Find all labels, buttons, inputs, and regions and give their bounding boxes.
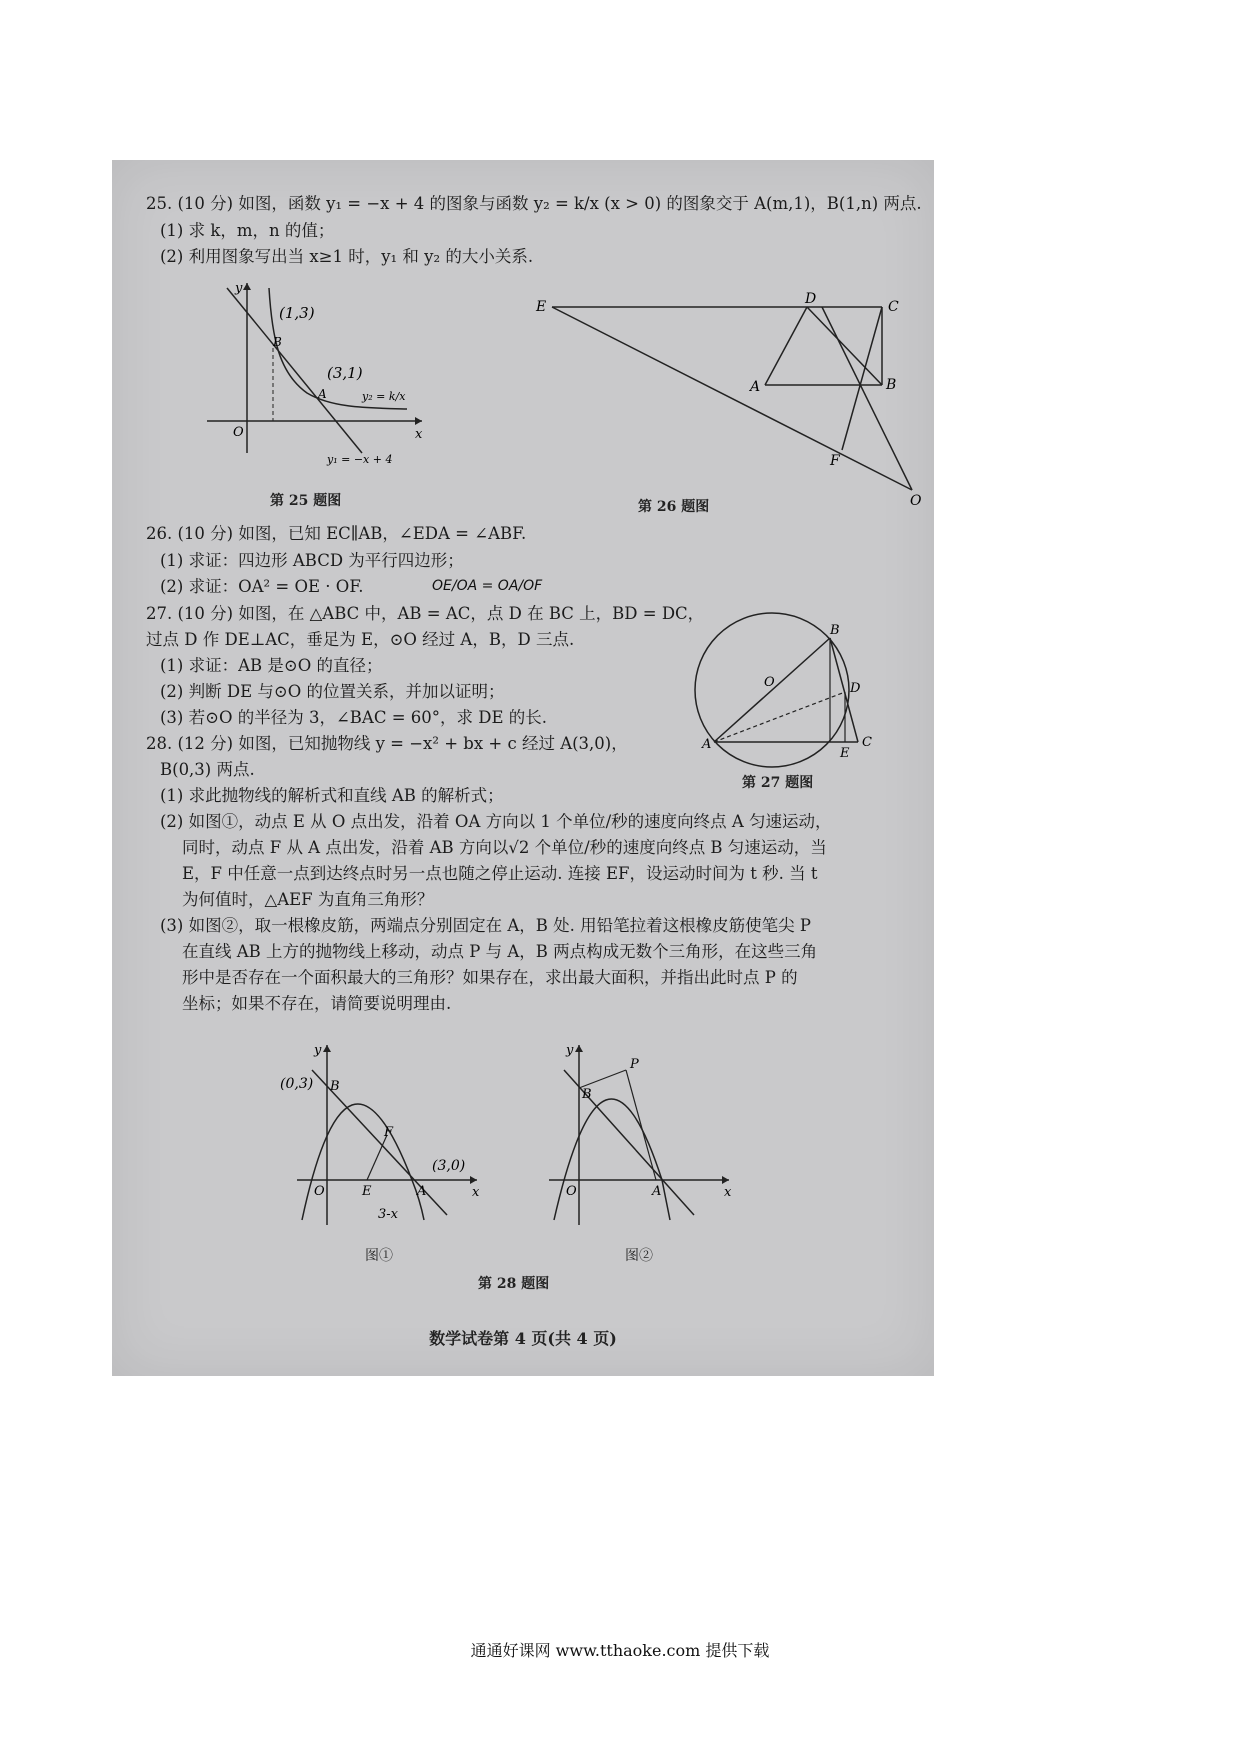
q28-figure-2 <box>544 1040 744 1240</box>
q27-part1: (1) 求证：AB 是⊙O 的直径； <box>160 656 383 675</box>
x-label: x <box>724 1185 732 1200</box>
point-F: F <box>830 453 840 469</box>
q26-caption: 第 26 题图 <box>638 499 710 515</box>
point-A-label: A <box>318 387 327 401</box>
q28-caption: 第 28 题图 <box>478 1276 550 1292</box>
origin-label: O <box>566 1184 577 1199</box>
handwriting-E: 3-x <box>378 1207 398 1222</box>
q27-stem: 27. (10 分) 如图，在 △ABC 中，AB = AC，点 D 在 BC 上，BD = DC， <box>146 604 705 623</box>
point-D: D <box>850 681 861 696</box>
point-A: A <box>702 737 712 752</box>
q28-figure-1 <box>280 1040 492 1240</box>
q25-part1: (1) 求 k，m，n 的值； <box>160 221 335 240</box>
point-B: B <box>330 1079 340 1094</box>
q28-part3-line3: 形中是否存在一个面积最大的三角形？如果存在，求出最大面积，并指出此时点 P 的 <box>182 968 798 987</box>
q27-stem2: 过点 D 作 DE⊥AC，垂足为 E，⊙O 经过 A，B，D 三点. <box>146 630 575 649</box>
q25-part2: (2) 利用图象写出当 x≥1 时，y₁ 和 y₂ 的大小关系. <box>160 247 534 266</box>
y-label: y <box>314 1043 322 1058</box>
point-A: A <box>750 379 761 395</box>
site-footer: 通通好课网 www.tthaoke.com 提供下载 <box>470 1641 770 1660</box>
q27-part2: (2) 判断 DE 与⊙O 的位置关系，并加以证明； <box>160 682 505 701</box>
q28-part2-line4: 为何值时，△AEF 为直角三角形？ <box>182 890 434 909</box>
q26-handwriting: OE/OA = OA/OF <box>432 578 543 594</box>
point-A: A <box>652 1184 662 1199</box>
point-E: E <box>840 746 850 761</box>
point-O: O <box>910 493 922 509</box>
point-A: A <box>417 1184 427 1199</box>
q28-stem: 28. (12 分) 如图，已知抛物线 y = −x² + bx + c 经过 A(3,0)， <box>146 734 628 753</box>
q28-fig2-caption: 图② <box>625 1248 653 1264</box>
y-label: y <box>566 1043 574 1058</box>
q28-stem2: B(0,3) 两点. <box>160 760 255 779</box>
y2-label: y₂ = k/x <box>362 390 406 403</box>
x-label: x <box>415 427 423 442</box>
point-B: B <box>582 1087 592 1102</box>
q26-part2: (2) 求证：OA² = OE · OF. <box>160 577 364 596</box>
q28-part3-line4: 坐标；如果不存在，请简要说明理由. <box>182 994 452 1013</box>
q28-part1: (1) 求此抛物线的解析式和直线 AB 的解析式； <box>160 786 504 805</box>
y1-label: y₁ = −x + 4 <box>327 453 393 466</box>
point-C: C <box>862 735 872 750</box>
origin-label: O <box>233 425 244 440</box>
q27-figure <box>690 620 890 760</box>
point-B-label: B <box>273 335 282 349</box>
q25-figure <box>207 278 427 468</box>
q28-part2-line1: (2) 如图①，动点 E 从 O 点出发，沿着 OA 方向以 1 个单位/秒的速度向终点 A 匀速运动， <box>160 812 832 831</box>
handwriting-B: (0,3) <box>280 1076 314 1092</box>
q25-stem: 25. (10 分) 如图，函数 y₁ = −x + 4 的图象与函数 y₂ = k/x (x > 0) 的图象交于 A(m,1)，B(1,n) 两点. <box>146 194 922 213</box>
q28-part3-line2: 在直线 AB 上方的抛物线上移动，动点 P 与 A，B 两点构成无数个三角形，在这些三角 <box>182 942 818 961</box>
page-footer: 数学试卷第 4 页(共 4 页) <box>429 1329 617 1348</box>
q28-fig1-caption: 图① <box>365 1248 393 1264</box>
q27-caption: 第 27 题图 <box>742 775 814 791</box>
point-F: F <box>384 1125 394 1140</box>
q28-part3-line1: (3) 如图②，取一根橡皮筋，两端点分别固定在 A，B 处. 用铅笔拉着这根橡皮筋使笔尖 P <box>160 916 811 935</box>
exam-page-photo <box>112 160 934 1376</box>
q25-caption: 第 25 题图 <box>270 493 342 509</box>
point-B: B <box>886 377 897 393</box>
q28-part2-line2: 同时，动点 F 从 A 点出发，沿着 AB 方向以√2 个单位/秒的速度向终点 B 匀速运动，当 <box>182 838 827 857</box>
point-B: B <box>830 623 840 638</box>
handwriting-A: (3,1) <box>327 364 363 382</box>
point-P: P <box>630 1057 639 1072</box>
q26-part1: (1) 求证：四边形 ABCD 为平行四边形； <box>160 551 464 570</box>
q28-part2-line3: E，F 中任意一点到达终点时另一点也随之停止运动. 连接 EF，设运动时间为 t 秒. 当 t <box>182 864 818 883</box>
handwriting-B: (1,3) <box>279 304 315 322</box>
point-O: O <box>764 675 775 690</box>
point-E: E <box>362 1184 372 1199</box>
q26-stem: 26. (10 分) 如图，已知 EC∥AB，∠EDA = ∠ABF. <box>146 524 527 543</box>
q27-part3: (3) 若⊙O 的半径为 3，∠BAC = 60°，求 DE 的长. <box>160 708 548 727</box>
point-E: E <box>536 299 547 315</box>
origin-label: O <box>314 1184 325 1199</box>
point-C: C <box>888 299 899 315</box>
point-D: D <box>805 291 817 307</box>
x-label: x <box>472 1185 480 1200</box>
y-label: y <box>235 281 243 296</box>
handwriting-A: (3,0) <box>432 1158 466 1174</box>
